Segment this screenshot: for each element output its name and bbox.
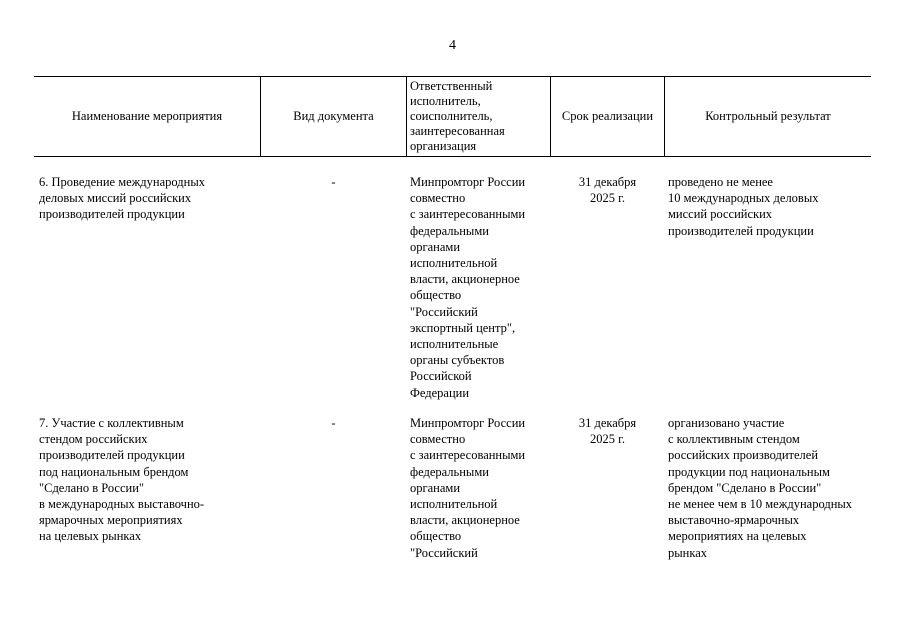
row-responsible: Минпромторг России совместно с заинтересованными федеральными органами исполнительной власти, акционерное общество "Российский экспортный центр", исполнительные органы субъектов Российской Федерации (410, 175, 526, 400)
column-divider (406, 77, 407, 156)
header-control-result: Контрольный результат (705, 109, 831, 123)
row-control-result: организовано участие с коллективным стендом российских производителей продукции под национальным брендом "Сделано в России" не менее чем в 10 международных выставочно-ярмарочных мероприятиях на целевых рынках (668, 416, 853, 560)
header-deadline: Срок реализации (561, 109, 654, 123)
row-responsible: Минпромторг России совместно с заинтересованными федеральными органами исполнительной власти, акционерное общество "Российский (410, 416, 526, 560)
table-header (34, 76, 871, 157)
row-document-type: - (331, 175, 336, 189)
table-row (34, 174, 871, 399)
row-document-type: - (331, 416, 336, 430)
plan-table (34, 76, 871, 560)
header-document-type: Вид документа (293, 109, 374, 123)
row-deadline: 31 декабря 2025 г. (578, 416, 637, 447)
page-number: 4 (449, 38, 456, 53)
header-event-name: Наименование мероприятия (71, 109, 223, 123)
row-control-result: проведено не менее 10 международных деловых миссий российских производителей продукции (668, 175, 819, 238)
row-event-name: 6. Проведение международных деловых миссий российских производителей продукции (39, 175, 205, 222)
table-row (34, 415, 871, 565)
header-responsible: Ответственный исполнитель, соисполнитель, заинтересованная организация (410, 79, 505, 153)
row-deadline: 31 декабря 2025 г. (578, 175, 637, 206)
row-event-name: 7. Участие с коллективным стендом российских производителей продукции под национальным брендом "Сделано в России" в международных выставочно- ярмарочных мероприятиях на целевых рынках (39, 416, 205, 544)
